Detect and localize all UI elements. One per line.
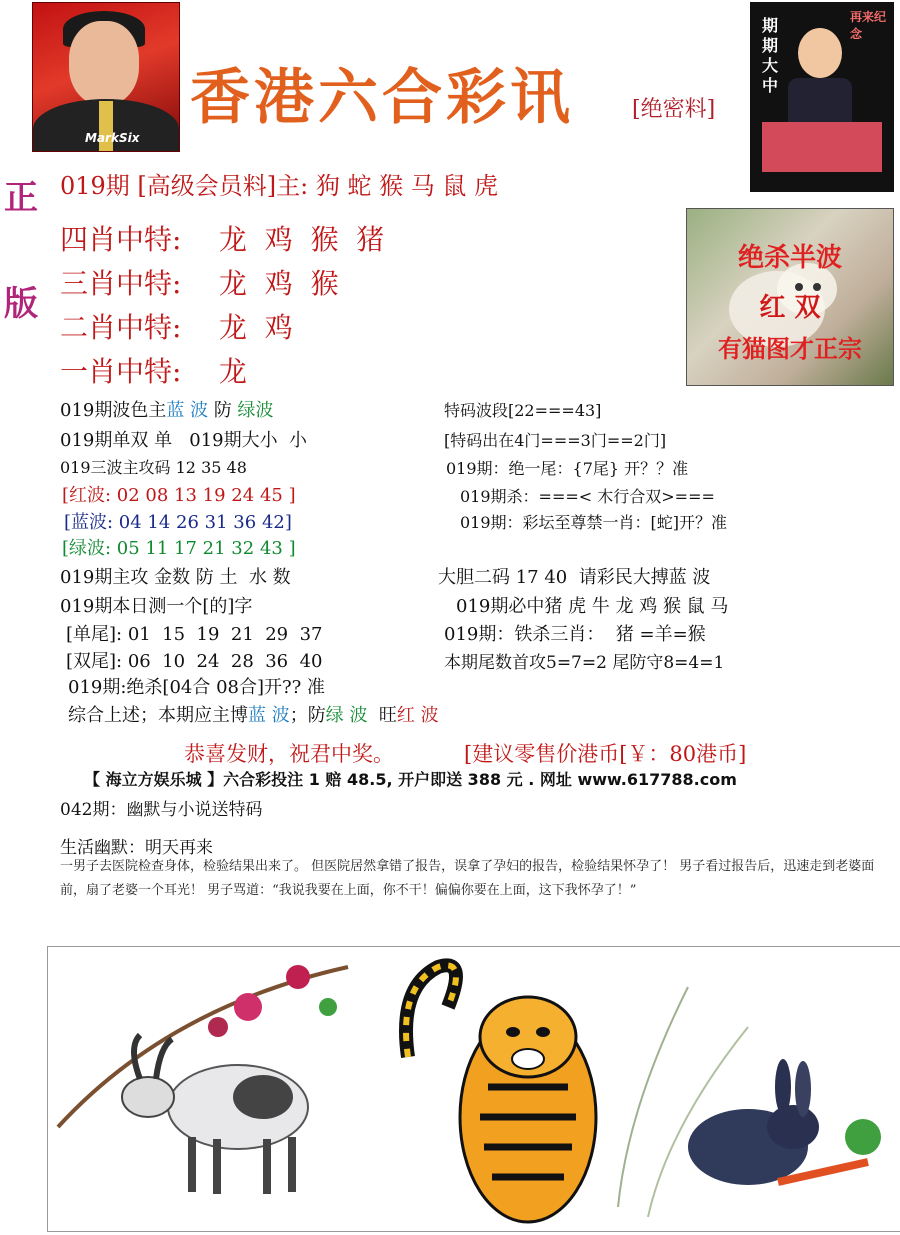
goat-illustration: [58, 965, 348, 1194]
zodiac-row-values: 龙 鸡 猴: [218, 267, 339, 300]
photo-logo: MarkSix: [85, 131, 140, 145]
animals-svg: [48, 947, 900, 1231]
one-char: 019期本日测一个[的]字: [60, 596, 253, 617]
title-tag: [绝密料]: [632, 97, 716, 122]
kill-element-line: 019期杀：===< 木行合双>===: [460, 487, 715, 506]
wave-main-green: 绿波: [237, 400, 274, 421]
summary-mid: ；防: [289, 705, 326, 726]
zodiac-row-label: 一肖中特:: [60, 355, 182, 388]
summary-mid2: 旺: [367, 705, 397, 726]
three-wave: 019三波主攻码 12 35 48: [60, 458, 247, 477]
wave-main: [60, 396, 274, 422]
zodiac-row-label: 二肖中特:: [60, 311, 182, 344]
tail-line: 019期：绝一尾：{7尾} 开？？准: [446, 459, 689, 478]
congrats-text: 恭喜发财，祝君中奖。: [184, 742, 394, 766]
summary-prefix: 综合上述；本期应主博: [68, 705, 248, 726]
zodiac-row: [60, 262, 339, 302]
cartoon-left-text: 期期大中: [762, 16, 779, 95]
green-wave: [绿波: 05 11 17 21 32 43 ]: [62, 538, 296, 559]
even-tail: [双尾]: 06 10 24 28 36 40: [66, 651, 323, 672]
animal-illustrations: [47, 946, 900, 1232]
zodiac-row: [60, 350, 247, 390]
forum-line: 019期：彩坛至尊禁一肖：[蛇]开？准: [460, 513, 728, 532]
summary-blue: 蓝 波: [248, 705, 290, 726]
cat-image-box: [686, 208, 894, 386]
zodiac-row-values: 龙 鸡: [218, 311, 293, 344]
zodiac-row: [60, 306, 293, 346]
zodiac-row-label: 四肖中特:: [60, 223, 182, 256]
side-label-bottom: 版: [4, 284, 38, 324]
side-label-top: 正: [4, 178, 38, 218]
blue-wave: [蓝波: 04 14 26 31 36 42]: [64, 512, 292, 533]
cartoon-right-text: 再来纪念: [850, 10, 887, 41]
rabbit-illustration: [618, 987, 881, 1217]
range-line: 特码波段[22===43]: [444, 401, 602, 420]
joke-title: 生活幽默：明天再来: [60, 838, 213, 858]
door-line: [特码出在4门===3门==2门]: [444, 431, 667, 450]
cat-line2: 红 双: [759, 293, 821, 323]
summary-green: 绿 波: [325, 705, 368, 726]
cartoon-image: [750, 2, 894, 192]
zodiac-row-label: 三肖中特:: [60, 267, 182, 300]
zodiac-row: [60, 218, 384, 258]
two-codes: 大胆二码 17 40 请彩民大搏蓝 波: [438, 567, 711, 588]
odd-even: 019期单双 单 019期大小 小: [60, 430, 308, 451]
wave-main-blue: 蓝 波: [166, 400, 209, 421]
cat-line3: 有猫图才正宗: [718, 334, 862, 363]
joke-issue: 042期：幽默与小说送特码: [60, 800, 263, 820]
presenter-photo: [32, 2, 180, 152]
zodiac-row-values: 龙: [218, 355, 247, 388]
kill-line: 019期:绝杀[04合 08合]开?? 准: [68, 677, 326, 698]
wave-main-mid: 防: [208, 400, 238, 421]
joke-text: 一男子去医院检查身体，检验结果出来了。 但医院居然拿错了报告，误拿了孕妇的报告，检验结果怀孕了！ 男子看过报告后，迅速走到老婆面前，扇了老婆一个耳光！ 男子骂道：“我说我要在上面，你不干！偏偏你要在上面，这下我怀孕了！”: [60, 859, 875, 898]
cat-line1: 绝杀半波: [737, 243, 842, 273]
main-attack: 019期主攻 金数 防 土 水 数: [60, 567, 291, 588]
tail-numbers: 本期尾数首攻5=7=2 尾防守8=4=1: [444, 653, 725, 673]
summary: [68, 701, 439, 727]
tiger-illustration: [406, 965, 596, 1222]
odd-tail: [单尾]: 01 15 19 21 29 37: [66, 624, 323, 645]
main-pick: 019期 [高级会员料]主: 狗 蛇 猴 马 鼠 虎: [60, 172, 499, 200]
red-wave: [红波: 02 08 13 19 24 45 ]: [62, 485, 296, 506]
iron-kill: 019期：铁杀三肖： 猪 =羊=猴: [444, 624, 706, 645]
wave-main-prefix: 019期波色主: [60, 400, 167, 421]
ad-banner: 【 海立方娱乐城 】六合彩投注 1 赔 48.5, 开户即送 388 元 . 网址 www.617788.com: [84, 770, 737, 789]
summary-red: 红 波: [396, 705, 439, 726]
page-title: 香港六合彩讯: [190, 63, 574, 133]
zodiac-row-values: 龙 鸡 猴 猪: [218, 223, 385, 256]
price-text: [建议零售价港币[￥：80港币]: [464, 742, 747, 766]
must-win: 019期必中猪 虎 牛 龙 鸡 猴 鼠 马: [456, 596, 729, 617]
